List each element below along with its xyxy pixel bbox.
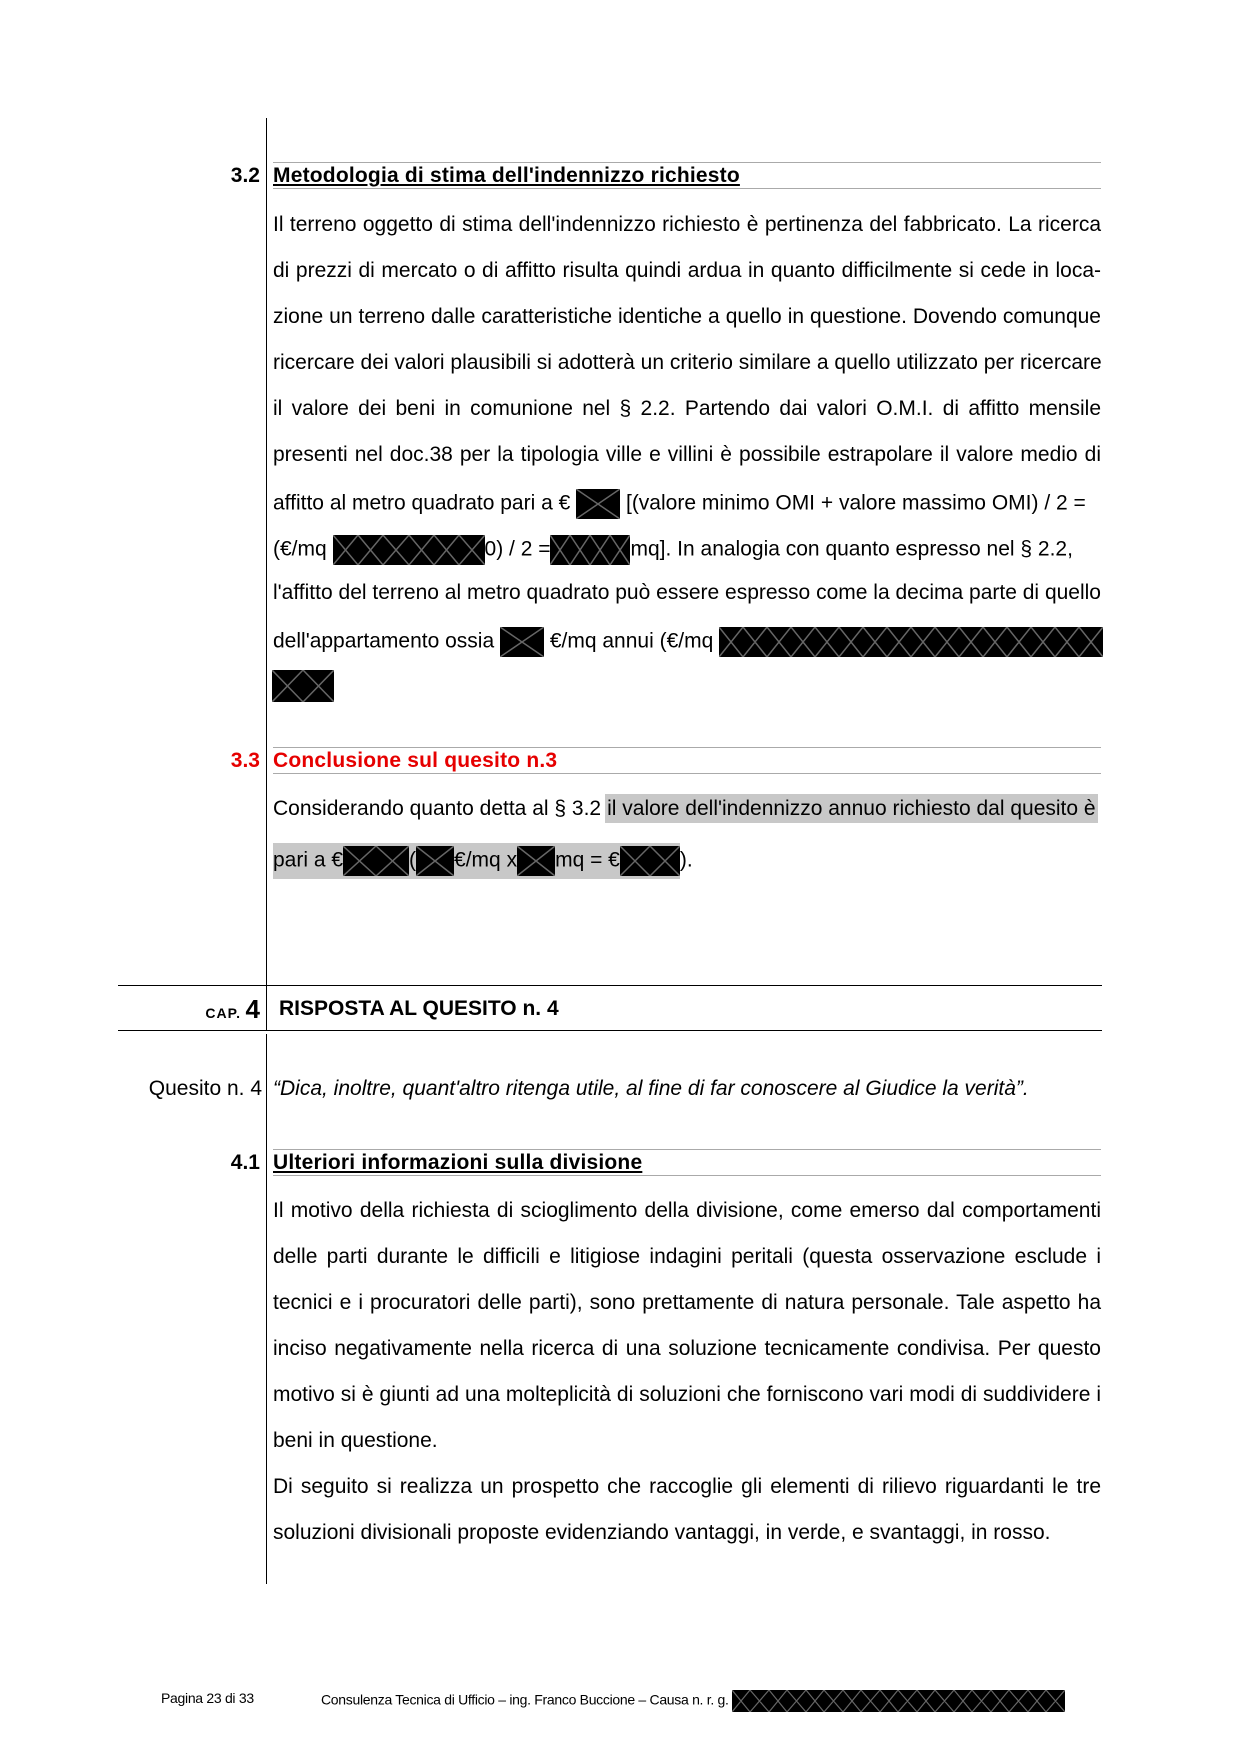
text-fragment: €/mq annui (€/mq — [549, 629, 714, 653]
chapter-divider — [266, 986, 267, 1030]
section-rule — [273, 773, 1101, 774]
section-number: 3.2 — [230, 164, 260, 187]
highlighted-text — [273, 843, 680, 879]
text-fragment: affitto al metro quadrato pari a € — [273, 491, 571, 515]
margin-line-top — [266, 118, 267, 986]
paragraph-line: inciso negativamente nella ricerca di una soluzione tecnicamente condivisa. Per questo — [273, 1337, 1101, 1360]
text-fragment: dell'appartamento ossia — [273, 629, 495, 653]
section-number: 3.3 — [230, 749, 260, 772]
section-title: Conclusione sul quesito n.3 — [273, 749, 558, 772]
redaction-block — [576, 489, 620, 519]
footer-page-number: Pagina 23 di 33 — [161, 1690, 254, 1706]
paragraph-line: zione un terreno dalle caratteristiche identiche a quello in questione. Dovendo comunque — [273, 305, 1101, 328]
chapter-title: RISPOSTA AL QUESITO n. 4 — [279, 997, 559, 1020]
text-fragment: ). — [679, 848, 693, 872]
chapter-number: 4 — [245, 994, 260, 1024]
redaction-block — [719, 627, 1103, 657]
text-fragment: (€/mq — [273, 537, 327, 561]
paragraph-line: presenti nel doc.38 per la tipologia ville e villini è possibile estrapolare il valore medio di — [273, 443, 1101, 466]
section-rule — [273, 1175, 1101, 1176]
redaction-block — [500, 627, 544, 657]
paragraph-line — [273, 843, 1101, 879]
redaction-block — [343, 846, 409, 876]
text-fragment: pari a € — [273, 848, 344, 872]
paragraph-line: Il motivo della richiesta di scioglimento della divisione, come emerso dal comportamenti — [273, 1199, 1101, 1222]
redaction-block — [272, 670, 334, 707]
paragraph-line — [273, 535, 1101, 565]
section-rule — [273, 188, 1101, 189]
paragraph-line — [273, 489, 1101, 519]
paragraph-line: di prezzi di mercato o di affitto risulta quindi ardua in quanto difficilmente si cede in loca- — [273, 259, 1101, 282]
chapter-rule-bottom — [118, 1030, 1102, 1031]
highlighted-text: il valore dell'indennizzo annuo richiesto dal quesito è — [605, 794, 1098, 823]
paragraph-line: l'affitto del terreno al metro quadrato può essere espresso come la decima parte di quello — [273, 581, 1101, 604]
section-rule — [273, 162, 1101, 163]
paragraph-line: Di seguito si realizza un prospetto che raccoglie gli elementi di rilievo riguardanti le tre — [273, 1475, 1101, 1498]
redaction-block — [550, 535, 630, 565]
redaction-block — [620, 846, 680, 876]
margin-line-bottom — [266, 1034, 267, 1584]
redaction-block — [732, 1690, 1065, 1712]
text-fragment: 0) / 2 = — [484, 537, 551, 561]
section-rule — [273, 747, 1101, 748]
paragraph-line — [273, 797, 1101, 821]
paragraph-line: tecnici e i procuratori delle parti), sono prettamente di natura personale. Tale aspetto ha — [273, 1291, 1101, 1314]
chapter-label — [160, 994, 260, 1025]
paragraph-line: Il terreno oggetto di stima dell'indennizzo richiesto è pertinenza del fabbricato. La ricerca — [273, 213, 1101, 236]
redaction-block — [333, 535, 485, 565]
section-number: 4.1 — [230, 1151, 260, 1174]
footer-text — [321, 1690, 1065, 1712]
section-rule — [273, 1149, 1101, 1150]
paragraph-line: beni in questione. — [273, 1429, 438, 1452]
section-title: Ulteriori informazioni sulla divisione — [273, 1151, 643, 1174]
redaction-block — [416, 846, 454, 876]
quesito-text: “Dica, inoltre, quant'altro ritenga utile, al fine di far conoscere al Giudice la verità”. — [273, 1077, 1029, 1100]
footer-caption: Consulenza Tecnica di Ufficio – ing. Franco Buccione – Causa n. r. g. — [321, 1691, 729, 1708]
text-fragment: ( — [409, 848, 417, 872]
text-fragment: mq = € — [555, 848, 620, 872]
paragraph-line — [273, 627, 1101, 657]
chapter-prefix: CAP. — [205, 1005, 242, 1021]
paragraph-line: motivo si è giunti ad una molteplicità di soluzioni che forniscono vari modi di suddividere i — [273, 1383, 1101, 1406]
paragraph-line: delle parti durante le difficili e litigiose indagini peritali (questa osservazione esclude i — [273, 1245, 1101, 1268]
text-fragment: €/mq x — [454, 848, 518, 872]
paragraph-line: il valore dei beni in comunione nel § 2.2. Partendo dai valori O.M.I. di affitto mensile — [273, 397, 1101, 420]
section-title: Metodologia di stima dell'indennizzo richiesto — [273, 164, 740, 187]
redaction-block — [517, 846, 555, 876]
text-fragment: Considerando quanto detta al § 3.2 — [273, 797, 602, 820]
paragraph-line: soluzioni divisionali proposte evidenziando vantaggi, in verde, e svantaggi, in rosso. — [273, 1521, 1051, 1544]
paragraph-line: ricercare dei valori plausibili si adotterà un criterio similare a quello utilizzato per ricercare — [273, 351, 1102, 374]
quesito-label: Quesito n. 4 — [148, 1077, 262, 1100]
text-fragment: [(valore minimo OMI + valore massimo OMI) / 2 = — [625, 491, 1086, 515]
text-fragment: mq]. In analogia con quanto espresso nel § 2.2, — [630, 537, 1073, 561]
